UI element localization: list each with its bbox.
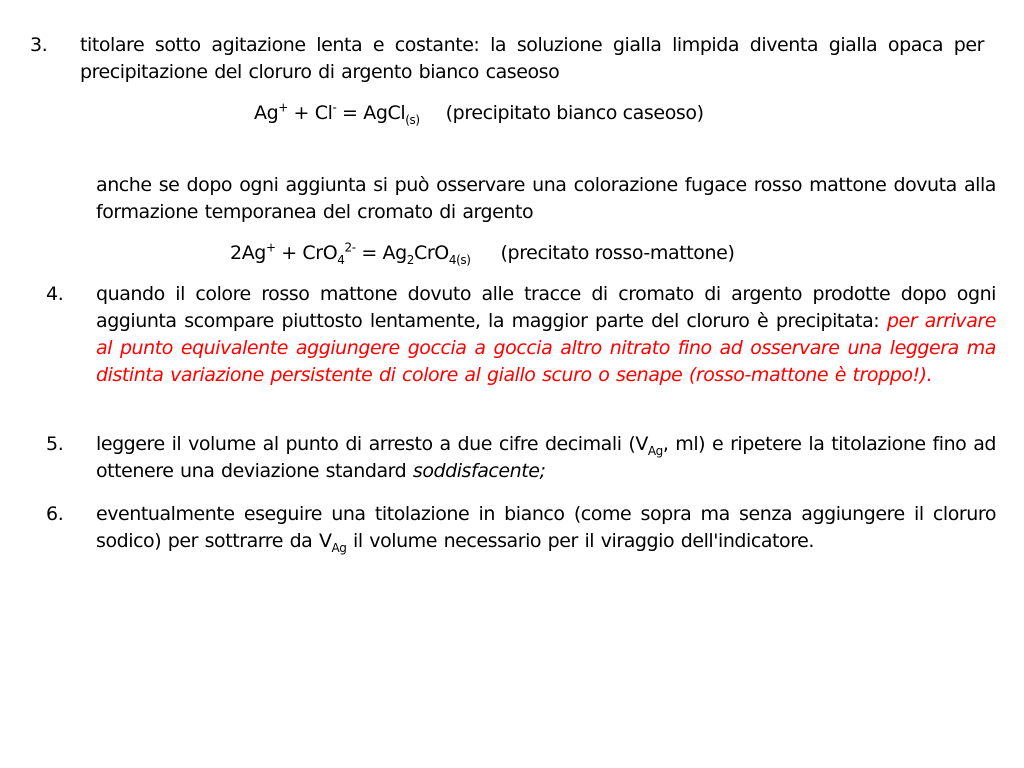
eq-cl: Cl [314, 102, 333, 124]
item6-text-a: eventualmente eseguire una titolazione in bianco (come sopra ma senza aggiungere il cloruro sodico) per sottrarre da V [96, 503, 996, 552]
item-number: 3. [30, 34, 48, 56]
eq-note: (precipitato bianco caseoso) [445, 102, 704, 124]
item-text: titolare sotto agitazione lenta e costante: la soluzione gialla limpida diventa gialla opaca per precipitazione del cloruro di argento bianco caseoso [80, 34, 984, 83]
item-number: 5. [46, 433, 64, 455]
list-item-5 [46, 431, 996, 485]
eq2-ag2: Ag [382, 242, 407, 264]
eq2-cro: CrO [302, 242, 338, 264]
eq-equals: = [336, 102, 364, 124]
item-number: 4. [46, 283, 64, 305]
item6-text-b: il volume necessario per il viraggio dell'indicatore. [346, 530, 814, 552]
eq-agcl-state: (s) [405, 112, 420, 127]
eq2-note: (precitato rosso-mattone) [500, 242, 735, 264]
item-text [96, 501, 996, 555]
list-item-3 [30, 32, 984, 86]
eq2-cro2-sub: 4(s) [448, 252, 471, 267]
eq2-ag2-sub: 2 [406, 252, 415, 267]
eq-agcl: AgCl [363, 102, 406, 124]
eq2-plus: + [275, 242, 303, 264]
item6-sub: Ag [331, 540, 347, 555]
equation-ag2cro4 [230, 240, 734, 267]
eq-ag: Ag [254, 102, 279, 124]
item4-highlight: per arrivare al punto equivalente aggiungere goccia a goccia altro nitrato fino ad osservare una leggera ma distinta variazione persistente di colore al giallo scuro o senape (rosso-mattone è troppo!). [96, 310, 996, 386]
list-item-4 [46, 281, 996, 389]
item5-text-a: leggere il volume al punto di arresto a due cifre decimali (V [96, 433, 648, 455]
list-item-6 [46, 501, 996, 555]
equation-agcl [254, 100, 704, 127]
item-text [96, 281, 996, 389]
eq2-equals: = [355, 242, 383, 264]
eq2-cro-sub: 4 [337, 252, 345, 267]
eq2-cro-charge: 2- [344, 240, 356, 255]
item5-italic: soddisfacente; [412, 460, 546, 482]
eq-ag-charge: + [278, 100, 288, 115]
eq2-ag-charge: + [265, 240, 276, 255]
eq2-ag: 2Ag [230, 242, 266, 264]
eq-plus: + [287, 102, 315, 124]
continuation-text: anche se dopo ogni aggiunta si può osservare una colorazione fugace rosso mattone dovuta alla formazione temporanea del cromato di argento [96, 174, 996, 223]
item4-text: quando il colore rosso mattone dovuto alle tracce di cromato di argento prodotte dopo ogni aggiunta scompare piuttosto lentamente, la maggior parte del cloruro è precipitata: [96, 283, 996, 332]
item5-sub: Ag [647, 443, 663, 458]
item-text [96, 431, 996, 485]
eq2-cro2: CrO [414, 242, 449, 264]
eq-cl-charge: - [332, 100, 337, 115]
item-number: 6. [46, 503, 64, 525]
item5-text-b: , ml) e ripetere la titolazione fino ad ottenere una deviazione standard [96, 433, 996, 482]
continuation-paragraph [96, 172, 996, 226]
